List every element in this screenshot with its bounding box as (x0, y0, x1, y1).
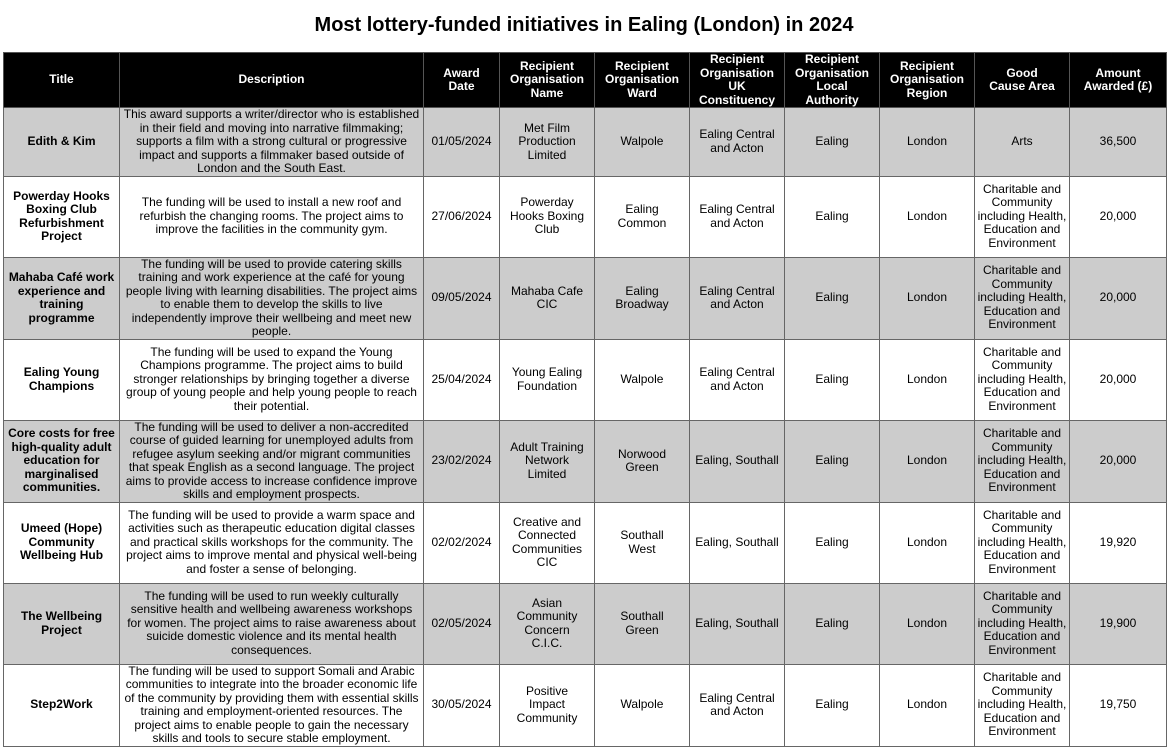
cell-award-date: 25/04/2024 (424, 339, 500, 420)
cell-amount: 20,000 (1070, 176, 1167, 257)
cell-local-authority: Ealing (785, 176, 880, 257)
cell-good-cause: Charitable and Community including Health, Education and Environment (975, 176, 1070, 257)
cell-description: The funding will be used to provide a warm space and activities such as therapeutic education digital classes and practical skills workshops for the community. The project aims to improve mental and physical well-being and foster a sense of belonging. (120, 502, 424, 583)
cell-good-cause: Charitable and Community including Health, Education and Environment (975, 420, 1070, 502)
table-row (4, 420, 1167, 502)
cell-org-name: Creative and Connected Communities CIC (500, 502, 595, 583)
cell-good-cause: Arts (975, 108, 1070, 177)
cell-constituency: Ealing Central and Acton (690, 664, 785, 746)
cell-constituency: Ealing, Southall (690, 502, 785, 583)
column-header-title: Title (4, 53, 120, 108)
cell-good-cause: Charitable and Community including Health, Education and Environment (975, 257, 1070, 339)
cell-award-date: 01/05/2024 (424, 108, 500, 177)
cell-ward: Southall West (595, 502, 690, 583)
cell-title: Mahaba Café work experience and training programme (4, 257, 120, 339)
cell-description: The funding will be used to support Somali and Arabic communities to integrate into the broader economic life of the community by providing them with essential skills training and employment-oriented resources. The project aims to enable people to gain the necessary skills and tools to secure stable employment. (120, 664, 424, 746)
cell-local-authority: Ealing (785, 257, 880, 339)
cell-amount: 19,920 (1070, 502, 1167, 583)
cell-region: London (880, 339, 975, 420)
cell-award-date: 09/05/2024 (424, 257, 500, 339)
cell-org-name: Asian Community Concern C.I.C. (500, 583, 595, 664)
cell-description: The funding will be used to deliver a non-accredited course of guided learning for unemployed adults from refugee asylum seeking and/or migrant communities that speak English as a second language. The project aims to provide access to increase confidence improve skills and employment prospects. (120, 420, 424, 502)
table-row (4, 339, 1167, 420)
table-row (4, 502, 1167, 583)
cell-award-date: 23/02/2024 (424, 420, 500, 502)
cell-amount: 20,000 (1070, 420, 1167, 502)
cell-org-name: Met Film Production Limited (500, 108, 595, 177)
cell-ward: Walpole (595, 664, 690, 746)
cell-amount: 19,750 (1070, 664, 1167, 746)
cell-org-name: Mahaba Cafe CIC (500, 257, 595, 339)
cell-local-authority: Ealing (785, 502, 880, 583)
column-header-ward: Recipient Organisation Ward (595, 53, 690, 108)
cell-local-authority: Ealing (785, 664, 880, 746)
cell-constituency: Ealing Central and Acton (690, 176, 785, 257)
cell-org-name: Young Ealing Foundation (500, 339, 595, 420)
cell-region: London (880, 420, 975, 502)
cell-good-cause: Charitable and Community including Health, Education and Environment (975, 664, 1070, 746)
table-row (4, 664, 1167, 746)
cell-ward: Walpole (595, 339, 690, 420)
cell-amount: 36,500 (1070, 108, 1167, 177)
column-header-good-cause: Good Cause Area (975, 53, 1070, 108)
header-row (4, 53, 1167, 108)
cell-local-authority: Ealing (785, 339, 880, 420)
document-title: Most lottery-funded initiatives in Ealing (London) in 2024 (314, 14, 854, 36)
cell-title: Edith & Kim (4, 108, 120, 177)
cell-amount: 20,000 (1070, 339, 1167, 420)
cell-description: The funding will be used to run weekly culturally sensitive health and wellbeing awareness workshops for women. The project aims to raise awareness about suicide domestic violence and its mental health consequences. (120, 583, 424, 664)
cell-local-authority: Ealing (785, 583, 880, 664)
column-header-org-name: Recipient Organisation Name (500, 53, 595, 108)
column-header-amount: Amount Awarded (£) (1070, 53, 1167, 108)
cell-ward: Norwood Green (595, 420, 690, 502)
column-header-description: Description (120, 53, 424, 108)
cell-award-date: 02/05/2024 (424, 583, 500, 664)
column-header-award-date: Award Date (424, 53, 500, 108)
cell-region: London (880, 664, 975, 746)
column-header-local-authority: Recipient Organisation Local Authority (785, 53, 880, 108)
cell-org-name: Adult Training Network Limited (500, 420, 595, 502)
cell-ward: Ealing Broadway (595, 257, 690, 339)
cell-good-cause: Charitable and Community including Health, Education and Environment (975, 339, 1070, 420)
cell-description: The funding will be used to install a new roof and refurbish the changing rooms. The project aims to improve the facilities in the community gym. (120, 176, 424, 257)
cell-local-authority: Ealing (785, 420, 880, 502)
cell-title: The Wellbeing Project (4, 583, 120, 664)
cell-title: Step2Work (4, 664, 120, 746)
cell-description: The funding will be used to provide catering skills training and work experience at the café for young people living with learning disabilities. The project aims to enable them to develop the skills to live independently improve their wellbeing and meet new people. (120, 257, 424, 339)
cell-title: Core costs for free high-quality adult education for marginalised communities. (4, 420, 120, 502)
cell-region: London (880, 108, 975, 177)
column-header-region: Recipient Organisation Region (880, 53, 975, 108)
column-header-constituency: Recipient Organisation UK Constituency (690, 53, 785, 108)
initiatives-table (3, 52, 1167, 747)
cell-constituency: Ealing, Southall (690, 420, 785, 502)
table-row (4, 176, 1167, 257)
cell-region: London (880, 257, 975, 339)
cell-good-cause: Charitable and Community including Health, Education and Environment (975, 583, 1070, 664)
cell-constituency: Ealing, Southall (690, 583, 785, 664)
table-row (4, 583, 1167, 664)
cell-description: This award supports a writer/director who is established in their field and moving into narrative filmmaking; supports a film with a strong cultural or progressive impact and supports a filmmaker based outside of London and the South East. (120, 108, 424, 177)
table-row (4, 108, 1167, 177)
cell-award-date: 30/05/2024 (424, 664, 500, 746)
cell-constituency: Ealing Central and Acton (690, 339, 785, 420)
cell-ward: Southall Green (595, 583, 690, 664)
cell-award-date: 27/06/2024 (424, 176, 500, 257)
cell-org-name: Positive Impact Community (500, 664, 595, 746)
cell-ward: Ealing Common (595, 176, 690, 257)
cell-constituency: Ealing Central and Acton (690, 108, 785, 177)
cell-region: London (880, 176, 975, 257)
cell-title: Umeed (Hope) Community Wellbeing Hub (4, 502, 120, 583)
cell-title: Ealing Young Champions (4, 339, 120, 420)
cell-region: London (880, 583, 975, 664)
table-row (4, 257, 1167, 339)
cell-local-authority: Ealing (785, 108, 880, 177)
cell-org-name: Powerday Hooks Boxing Club (500, 176, 595, 257)
cell-amount: 20,000 (1070, 257, 1167, 339)
cell-description: The funding will be used to expand the Young Champions programme. The project aims to build stronger relationships by bringing together a diverse group of young people and help young people to reach their potential. (120, 339, 424, 420)
cell-amount: 19,900 (1070, 583, 1167, 664)
cell-constituency: Ealing Central and Acton (690, 257, 785, 339)
cell-good-cause: Charitable and Community including Health, Education and Environment (975, 502, 1070, 583)
cell-award-date: 02/02/2024 (424, 502, 500, 583)
cell-region: London (880, 502, 975, 583)
cell-title: Powerday Hooks Boxing Club Refurbishment Project (4, 176, 120, 257)
cell-ward: Walpole (595, 108, 690, 177)
